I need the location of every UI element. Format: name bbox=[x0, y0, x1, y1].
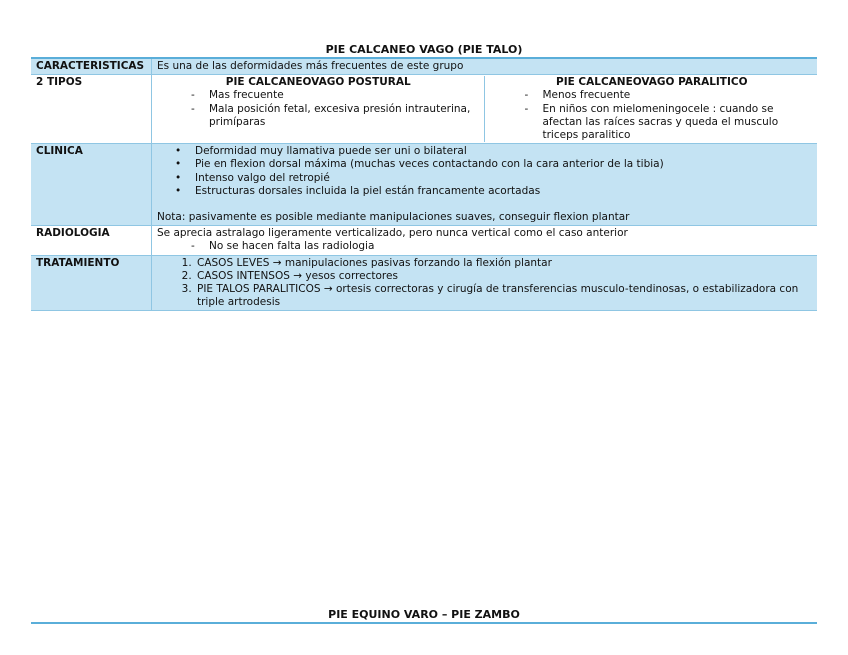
radiologia-cell bbox=[152, 226, 818, 255]
row-label: CLINICA bbox=[31, 144, 152, 226]
clinica-cell bbox=[152, 144, 818, 226]
row-text: Es una de las deformidades más frecuentes de este grupo bbox=[152, 59, 818, 75]
list-item: - Menos frecuente bbox=[543, 89, 814, 102]
section-title: PIE EQUINO VARO – PIE ZAMBO bbox=[328, 608, 520, 621]
summary-table bbox=[31, 59, 817, 311]
list-item: 1. CASOS LEVES → manipulaciones pasivas forzando la flexión plantar bbox=[195, 257, 812, 270]
types-split bbox=[157, 76, 817, 142]
row-label: RADIOLOGIA bbox=[31, 226, 152, 255]
list-item: - Mala posición fetal, excesiva presión intrauterina, primíparas bbox=[209, 103, 480, 129]
paralitico-title: PIE CALCANEOVAGO PARALITICO bbox=[556, 76, 748, 89]
title-underline bbox=[31, 622, 817, 624]
paralitico-list bbox=[491, 89, 814, 142]
list-item: - En niños con mielomeningocele : cuando se afectan las raíces sacras y queda el musculo triceps paralitico bbox=[543, 103, 814, 143]
list-item: • Intenso valgo del retropié bbox=[195, 172, 812, 185]
clinica-note: Nota: pasivamente es posible mediante manipulaciones suaves, conseguir flexion plantar bbox=[157, 211, 630, 224]
list-item: - No se hacen falta las radiologia bbox=[209, 240, 812, 253]
radiologia-text: Se aprecia astralago ligeramente verticalizado, pero nunca vertical como el caso anterior bbox=[157, 227, 628, 240]
list-item: • Pie en flexion dorsal máxima (muchas veces contactando con la cara anterior de la tibia) bbox=[195, 158, 812, 171]
clinica-list bbox=[157, 145, 812, 198]
table-row-caracteristicas bbox=[31, 59, 817, 75]
tratamiento-cell bbox=[152, 255, 818, 311]
tratamiento-list bbox=[157, 257, 812, 310]
radiologia-list bbox=[157, 240, 812, 253]
list-item: 2. CASOS INTENSOS → yesos correctores bbox=[195, 270, 812, 283]
postural-column bbox=[157, 76, 484, 142]
page-title: PIE CALCANEO VAGO (PIE TALO) bbox=[325, 43, 523, 56]
postural-list bbox=[157, 89, 480, 129]
list-item: • Deformidad muy llamativa puede ser uni o bilateral bbox=[195, 145, 812, 158]
list-item: - Mas frecuente bbox=[209, 89, 480, 102]
row-label: CARACTERISTICAS bbox=[31, 59, 152, 75]
row-label: TRATAMIENTO bbox=[31, 255, 152, 311]
types-cell bbox=[152, 75, 818, 144]
list-item: • Estructuras dorsales incluida la piel están francamente acortadas bbox=[195, 185, 812, 198]
row-label: 2 TIPOS bbox=[31, 75, 152, 144]
list-item: 3. PIE TALOS PARALITICOS → ortesis correctoras y cirugía de transferencias musculo-tendinosas, o estabilizadora con triple artrodesis bbox=[195, 283, 812, 309]
table-row-tipos bbox=[31, 75, 817, 144]
table-row-clinica bbox=[31, 144, 817, 226]
table-row-tratamiento bbox=[31, 255, 817, 311]
postural-title: PIE CALCANEOVAGO POSTURAL bbox=[225, 76, 411, 89]
table-row-radiologia bbox=[31, 226, 817, 255]
paralitico-column bbox=[484, 76, 818, 142]
